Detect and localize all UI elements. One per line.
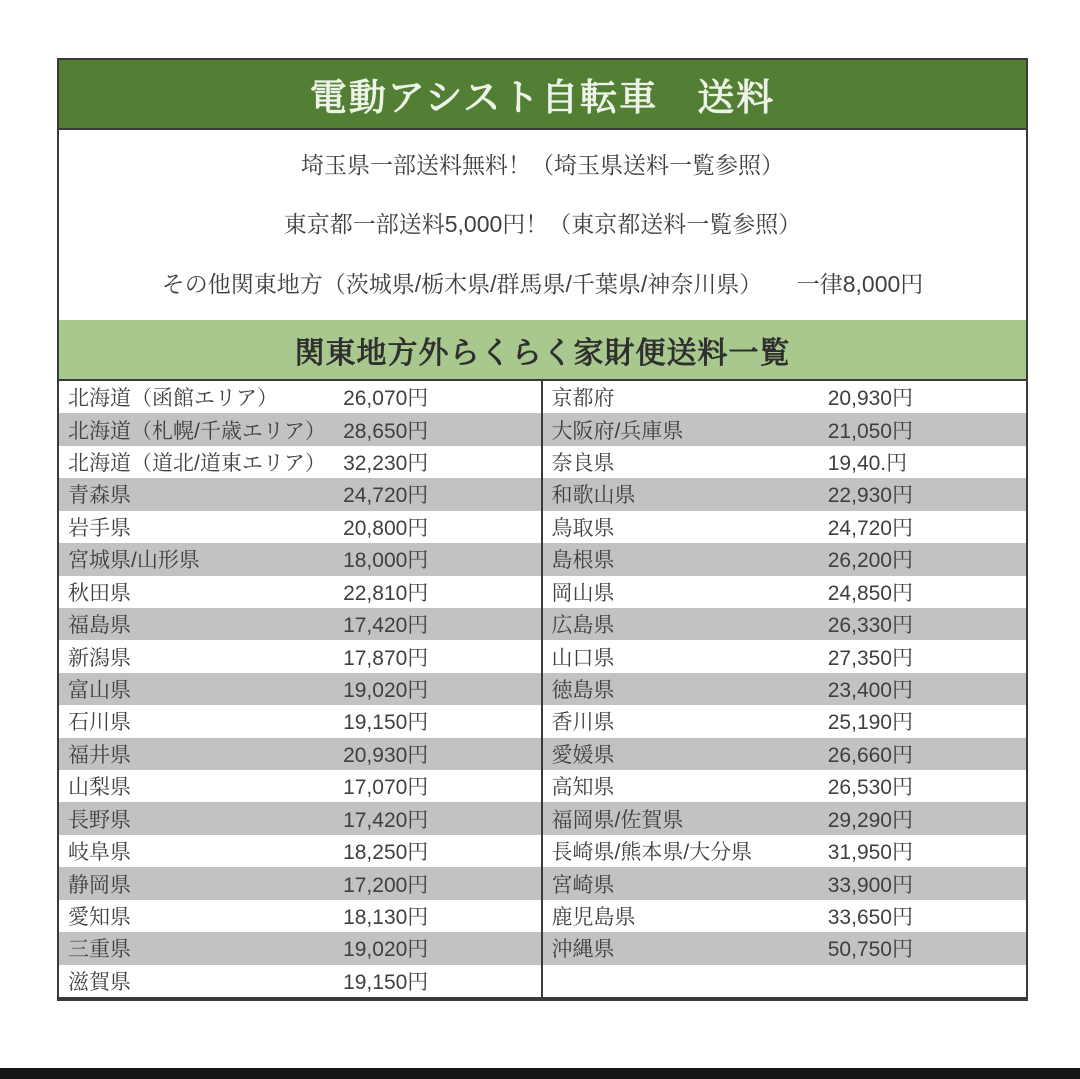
table-row [543, 932, 1027, 964]
price-cell: 18,250円 [343, 841, 429, 865]
price-cell: 20,800円 [343, 516, 429, 540]
region-cell: 山口県 [551, 646, 615, 670]
region-cell: 鳥取県 [551, 516, 615, 540]
page-title: 電動アシスト自転車 送料 [309, 77, 776, 118]
table-row [543, 900, 1027, 932]
price-cell: 26,330円 [827, 614, 913, 638]
region-cell: 岩手県 [68, 516, 131, 540]
price-cell: 17,420円 [343, 808, 429, 832]
table-row [59, 900, 541, 932]
region-cell: 岐阜県 [68, 841, 131, 865]
region-cell: 高知県 [551, 776, 615, 800]
region-cell: 宮崎県 [551, 873, 615, 897]
table-row [543, 413, 1027, 445]
table-row [59, 673, 541, 705]
region-cell: 広島県 [551, 614, 615, 638]
table-row [59, 446, 541, 478]
note-saitama: 埼玉県一部送料無料！（埼玉県送料一覧参照） [301, 151, 784, 178]
table-row [59, 770, 541, 802]
table-row [59, 640, 541, 672]
region-cell: 北海道（札幌/千歳エリア） [68, 419, 326, 443]
region-cell: 秋田県 [68, 581, 131, 605]
price-cell: 24,720円 [343, 484, 429, 508]
price-cell: 31,950円 [827, 841, 913, 865]
region-cell: 長崎県/熊本県/大分県 [551, 841, 753, 865]
price-cell: 33,900円 [827, 873, 913, 897]
table-row [59, 705, 541, 737]
region-cell: 徳島県 [551, 679, 615, 702]
table-row [543, 640, 1027, 672]
table-row [543, 608, 1027, 640]
price-cell: 19,020円 [343, 679, 429, 702]
table-row [543, 446, 1027, 478]
region-cell: 福島県 [68, 614, 131, 638]
price-cell: 22,930円 [827, 484, 913, 508]
price-cell: 21,050円 [827, 419, 913, 443]
price-cell: 18,000円 [343, 549, 429, 573]
region-cell: 静岡県 [68, 873, 131, 897]
table-row [59, 965, 541, 997]
table-row [543, 673, 1027, 705]
table-row [59, 802, 541, 834]
table-row [543, 802, 1027, 834]
region-cell: 鹿児島県 [551, 905, 636, 929]
region-cell: 石川県 [68, 711, 131, 735]
table-title: 関東地方外らくらく家財便送料一覧 [59, 320, 1026, 381]
price-cell: 26,200円 [827, 549, 913, 573]
price-cell: 19,020円 [343, 938, 429, 962]
price-cell: 17,070円 [343, 776, 429, 800]
region-cell: 和歌山県 [551, 484, 636, 508]
table-row [543, 478, 1027, 510]
price-cell: 22,810円 [343, 581, 429, 605]
region-cell: 愛媛県 [551, 743, 615, 767]
region-cell: 大阪府/兵庫県 [551, 419, 684, 443]
table-row [59, 381, 541, 413]
table-row [543, 543, 1027, 575]
region-cell: 新潟県 [68, 646, 131, 670]
price-cell: 29,290円 [827, 808, 913, 832]
region-cell: 三重県 [68, 938, 131, 962]
price-cell: 17,420円 [343, 614, 429, 638]
price-cell: 26,530円 [827, 776, 913, 800]
price-cell: 18,130円 [343, 905, 429, 929]
shipping-fee-table [59, 381, 1026, 997]
price-cell: 19,150円 [343, 970, 429, 994]
price-cell: 33,650円 [827, 905, 913, 929]
note-kanto-other: その他関東地方（茨城県/栃木県/群馬県/千葉県/神奈川県） 一律8,000円 [161, 270, 924, 297]
region-cell: 山梨県 [68, 776, 131, 800]
table-row [543, 770, 1027, 802]
table-row [543, 738, 1027, 770]
price-cell: 24,720円 [827, 516, 913, 540]
bottom-black-bar [0, 1068, 1080, 1079]
table-row [543, 867, 1027, 899]
region-cell: 北海道（函館エリア） [68, 387, 278, 411]
table-row [59, 932, 541, 964]
region-cell: 沖縄県 [551, 938, 615, 962]
table-row [543, 511, 1027, 543]
table-row [59, 576, 541, 608]
table-row [543, 835, 1027, 867]
price-cell: 17,870円 [343, 646, 429, 670]
table-row [59, 608, 541, 640]
region-cell: 福岡県/佐賀県 [551, 808, 684, 832]
region-cell: 北海道（道北/道東エリア） [68, 452, 326, 476]
region-cell: 岡山県 [551, 581, 615, 605]
table-row [543, 705, 1027, 737]
table-row [59, 478, 541, 510]
price-cell: 20,930円 [343, 743, 429, 767]
shipping-notes [59, 130, 1026, 320]
price-cell: 50,750円 [827, 938, 913, 962]
table-row [543, 965, 1027, 997]
table-row [59, 738, 541, 770]
price-cell: 28,650円 [343, 419, 429, 443]
region-cell: 京都府 [551, 387, 615, 411]
region-cell: 滋賀県 [68, 970, 131, 994]
region-cell: 富山県 [68, 679, 131, 702]
table-row [543, 381, 1027, 413]
table-row [59, 543, 541, 575]
table-row [59, 867, 541, 899]
table-row [59, 413, 541, 445]
price-cell: 26,070円 [343, 387, 429, 411]
table-row [59, 835, 541, 867]
region-cell: 長野県 [68, 808, 131, 832]
region-cell: 奈良県 [551, 452, 615, 476]
page-title-bar [59, 60, 1026, 130]
price-cell: 19,40.円 [827, 452, 908, 476]
table-left-column [59, 381, 543, 997]
region-cell: 宮城県/山形県 [68, 549, 200, 573]
table-right-column [543, 381, 1027, 997]
table-row [59, 511, 541, 543]
region-cell: 青森県 [68, 484, 131, 508]
table-row [543, 576, 1027, 608]
price-cell: 17,200円 [343, 873, 429, 897]
shipping-notice-sheet [57, 58, 1028, 1001]
price-cell: 26,660円 [827, 743, 913, 767]
region-cell: 島根県 [551, 549, 615, 573]
price-cell: 23,400円 [827, 679, 913, 702]
region-cell: 香川県 [551, 711, 615, 735]
price-cell: 32,230円 [343, 452, 429, 476]
region-cell: 愛知県 [68, 905, 131, 929]
price-cell: 27,350円 [827, 646, 913, 670]
note-tokyo: 東京都一部送料5,000円！（東京都送料一覧参照） [283, 211, 802, 238]
price-cell: 20,930円 [827, 387, 913, 411]
price-cell: 19,150円 [343, 711, 429, 735]
price-cell: 24,850円 [827, 581, 913, 605]
price-cell: 25,190円 [827, 711, 913, 735]
region-cell: 福井県 [68, 743, 131, 767]
